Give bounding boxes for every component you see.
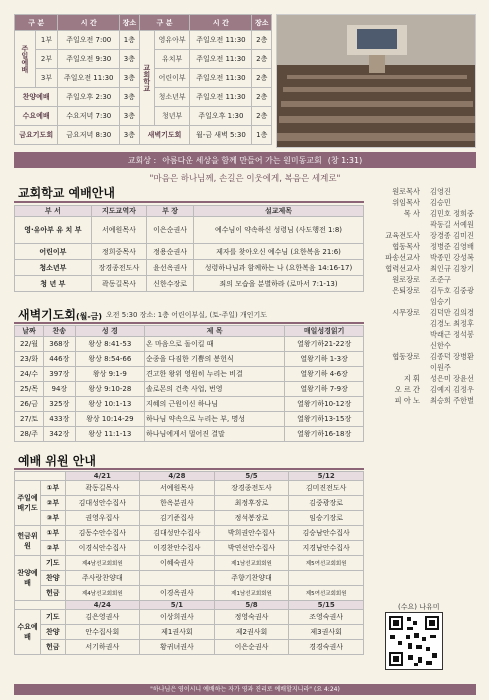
dawn-cell: 28/주 — [15, 427, 44, 442]
schedule-place: 2층 — [252, 50, 272, 69]
committee-cell: 김대성안수집사 — [140, 526, 215, 541]
staff-row — [370, 285, 480, 307]
schedule-sub: 2부 — [35, 50, 58, 69]
schedule-place: 2층 — [252, 31, 272, 50]
school-table — [14, 205, 364, 292]
dawn-cell: 368장 — [43, 337, 75, 352]
committee-cell: 이상희권사 — [140, 610, 215, 625]
committee-cell: 곽동길목사 — [65, 481, 140, 496]
staff-names: 김두호 김중광 임승기 — [430, 286, 474, 306]
schedule-sub: 3부 — [35, 69, 58, 88]
dawn-cell: 왕상 11:1-13 — [75, 427, 144, 442]
committee-row — [15, 526, 364, 541]
committee-cell: 지경남안수집사 — [289, 541, 364, 556]
dawn-cell: 25/목 — [15, 382, 44, 397]
dawn-header: 성 경 — [75, 326, 144, 337]
committee-corner — [15, 472, 66, 481]
committee-cell: ②부 — [41, 496, 66, 511]
dawn-header: 매일성경읽기 — [285, 326, 364, 337]
school-header: 지도교역자 — [91, 206, 146, 217]
committee-category: 헌금위원 — [15, 526, 41, 556]
staff-role: 파송선교사 — [385, 253, 420, 262]
dawn-cell: 열왕기하21-22장 — [285, 337, 364, 352]
dawn-cell: 23/화 — [15, 352, 44, 367]
dawn-cell: 왕상 10:14-29 — [75, 412, 144, 427]
staff-names: 최인규 김창기 — [430, 264, 474, 273]
dawn-cell: 열왕기하 1-3장 — [285, 352, 364, 367]
schedule-time: 주일오전 11:30 — [58, 69, 120, 88]
schedule-header: 장소 — [120, 15, 139, 31]
school-cell: 어린이부 — [15, 244, 92, 260]
church-motto-banner — [14, 152, 476, 168]
schedule-header: 구 분 — [139, 15, 190, 31]
schedule-sub: 영유아부 — [154, 31, 189, 50]
schedule-sub: 어린이부 — [154, 69, 189, 88]
staff-row — [370, 263, 480, 274]
committee-cell: 김기준집사 — [140, 511, 215, 526]
school-row — [15, 244, 364, 260]
committee-date: 4/24 — [65, 601, 140, 610]
committee-cell — [140, 571, 215, 586]
schedule-category: 금요기도회 — [15, 126, 58, 145]
committee-date: 5/8 — [214, 601, 289, 610]
school-header: 부 장 — [147, 206, 194, 217]
footer-verse: "하나님은 영이시니 예배하는 자가 영과 진리로 예배할지니라" (요 4:24) — [14, 684, 476, 695]
committee-cell — [289, 571, 364, 586]
committee-cell: 안수집사회 — [65, 625, 140, 640]
staff-names: 장경종 김미진 — [430, 231, 474, 240]
staff-names: 박종민 강성복 — [430, 253, 474, 262]
qr-code[interactable] — [385, 612, 443, 670]
staff-role: 협동장로 — [392, 352, 420, 361]
staff-names: 성은미 장윤선 — [430, 374, 474, 383]
schedule-category: 찬양예배 — [15, 88, 58, 107]
committee-cell: 주향기찬양대 — [214, 571, 289, 586]
dawn-cell: 24/수 — [15, 367, 44, 382]
committee-cell: 기도 — [41, 610, 66, 625]
committee-cell: 이경옥권사 — [140, 586, 215, 601]
schedule-row — [15, 31, 272, 50]
committee-date: 5/15 — [289, 601, 364, 610]
dawn-cell: 94장 — [43, 382, 75, 397]
schedule-time: 수요저녁 7:30 — [58, 107, 120, 126]
committee-cell: 권영우집사 — [65, 511, 140, 526]
dawn-table — [14, 325, 364, 442]
committee-cell: 김중광장로 — [289, 496, 364, 511]
dawn-cell: 순종을 다짐한 기쁨의 봉헌식 — [144, 352, 284, 367]
staff-names: 김예지 김정우 — [430, 385, 474, 394]
schedule-time: 주일오전 11:30 — [190, 69, 252, 88]
schedule-header-row — [15, 15, 272, 31]
dawn-cell: 하나님 약속으로 누리는 부, 명성 — [144, 412, 284, 427]
school-cell: 이은순권사 — [147, 217, 194, 244]
school-cell: 윤선옥권사 — [147, 260, 194, 276]
staff-names: 조준구 — [430, 275, 451, 284]
staff-names: 김민호 정희중 곽동길 서예원 — [430, 209, 474, 229]
dawn-header: 찬송 — [43, 326, 75, 337]
dawn-cell: 견고한 왕위 영원히 누리는 비결 — [144, 367, 284, 382]
school-cell: 정희중목사 — [91, 244, 146, 260]
school-cell: 정용순권사 — [147, 244, 194, 260]
schedule-time: 주일오전 11:30 — [190, 88, 252, 107]
dawn-section-title — [18, 306, 102, 323]
committee-cell: 이은순권사 — [214, 640, 289, 655]
staff-row — [370, 208, 480, 230]
schedule-header: 구 분 — [15, 15, 58, 31]
committee-cell: 경경숙권사 — [289, 640, 364, 655]
dawn-cell: 솔로몬의 건축 사업, 번영 — [144, 382, 284, 397]
committee-cell: 제1남선교회회원 — [214, 556, 289, 571]
motto-ref: (창 1:31) — [327, 155, 363, 165]
committee-date: 4/28 — [140, 472, 215, 481]
schedule-place: 3층 — [120, 69, 139, 88]
committee-cell: 기도 — [41, 556, 66, 571]
dawn-cell: 왕상 8:41-53 — [75, 337, 144, 352]
sanctuary-photo — [276, 14, 476, 148]
staff-row — [370, 197, 480, 208]
committee-cell: 이혜숙권사 — [140, 556, 215, 571]
staff-role: 위임목사 — [392, 198, 420, 207]
schedule-sub: 청년부 — [154, 107, 189, 126]
schedule-time: 주일오전 7:00 — [58, 31, 120, 50]
staff-row — [370, 186, 480, 197]
committee-row — [15, 625, 364, 640]
schedule-time: 주일오전 11:30 — [190, 31, 252, 50]
schedule-header: 시 간 — [190, 15, 252, 31]
committee-date-row — [15, 472, 364, 481]
dawn-cell: 22/월 — [15, 337, 44, 352]
dawn-cell: 325장 — [43, 397, 75, 412]
staff-names: 김덕만 김의경 김경노 최정후 박래근 정석봉 신한수 — [430, 308, 474, 350]
staff-list — [370, 186, 480, 406]
committee-corner — [15, 601, 66, 610]
schedule-place: 2층 — [252, 107, 272, 126]
committee-cell: ①부 — [41, 481, 66, 496]
committee-cell: 찬양 — [41, 625, 66, 640]
school-section-title: 교회학교 예배안내 — [18, 186, 115, 200]
schedule-place: 3층 — [120, 107, 139, 126]
dawn-cell: 왕상 9:10-28 — [75, 382, 144, 397]
committee-date: 5/1 — [140, 601, 215, 610]
committee-cell: ①부 — [41, 526, 66, 541]
staff-names: 최승희 주한별 — [430, 396, 474, 405]
committee-cell: 임승기장로 — [289, 511, 364, 526]
dawn-cell: 열왕기하10-12장 — [285, 397, 364, 412]
committee-divider — [14, 468, 364, 470]
committee-row — [15, 640, 364, 655]
schedule-category: 주일예배 — [15, 31, 36, 88]
staff-row — [370, 395, 480, 406]
worship-schedule-table — [14, 14, 272, 145]
school-row — [15, 276, 364, 292]
staff-role: 협력선교사 — [385, 264, 420, 273]
schedule-category: 수요예배 — [15, 107, 58, 126]
committee-cell: 제2권사회 — [214, 625, 289, 640]
dawn-row — [15, 427, 364, 442]
schedule-place: 3층 — [120, 88, 139, 107]
staff-role: 피 아 노 — [394, 396, 420, 405]
committee-date: 5/12 — [289, 472, 364, 481]
committee-row — [15, 586, 364, 601]
staff-role: 협동목사 — [392, 242, 420, 251]
staff-names: 김종덕 장병환 이원주 — [430, 352, 474, 372]
dawn-cell: 433장 — [43, 412, 75, 427]
schedule-place: 2층 — [252, 69, 272, 88]
staff-row — [370, 230, 480, 241]
dawn-header: 날짜 — [15, 326, 44, 337]
committee-cell: 헌금 — [41, 586, 66, 601]
dawn-row — [15, 367, 364, 382]
staff-role: 원로목사 — [392, 187, 420, 196]
committee-cell: ③부 — [41, 511, 66, 526]
motto-text: 아름다운 세상을 함께 만들어 가는 원미동교회 — [162, 155, 322, 165]
schedule-place: 1층 — [120, 31, 139, 50]
dawn-cell: 지혜의 근원이신 하나님 — [144, 397, 284, 412]
staff-row — [370, 307, 480, 351]
staff-names: 정병준 김영배 — [430, 242, 474, 251]
committee-cell: 한옥분권사 — [140, 496, 215, 511]
dawn-row — [15, 397, 364, 412]
committee-cell: 찬양 — [41, 571, 66, 586]
committee-cell: 김승남안수집사 — [289, 526, 364, 541]
committee-cell: 박연선안수집사 — [214, 541, 289, 556]
schedule-place: 2층 — [252, 88, 272, 107]
staff-names: 김승민 — [430, 198, 451, 207]
schedule-time: 주일오후 2:30 — [58, 88, 120, 107]
school-row — [15, 260, 364, 276]
dawn-cell: 397장 — [43, 367, 75, 382]
dawn-header: 제 목 — [144, 326, 284, 337]
dawn-cell: 342장 — [43, 427, 75, 442]
dawn-info: 오전 5:30 장소: 1층 어린이부실, (토-주일) 개인기도 — [106, 311, 268, 319]
staff-role: 오 르 간 — [394, 385, 420, 394]
committee-cell: 서예원목사 — [140, 481, 215, 496]
schedule-header: 장소 — [252, 15, 272, 31]
schedule-place: 1층 — [252, 126, 272, 145]
committee-cell: 제4남선교회회원 — [65, 556, 140, 571]
school-cell: 서예원목사 — [91, 217, 146, 244]
committee-row — [15, 610, 364, 625]
school-cell: 청소년부 — [15, 260, 92, 276]
dawn-header-row — [15, 326, 364, 337]
committee-cell: 정석봉장로 — [214, 511, 289, 526]
committee-cell: 장경종전도사 — [214, 481, 289, 496]
schedule-time: 월-금 새벽 5:30 — [190, 126, 252, 145]
staff-row — [370, 241, 480, 252]
committee-cell: 김미진전도사 — [289, 481, 364, 496]
committee-cell: 이경찬안수집사 — [140, 541, 215, 556]
staff-role: 교육전도사 — [385, 231, 420, 240]
schedule-category: 새벽기도회 — [139, 126, 190, 145]
committee-cell: 김대성안수집사 — [65, 496, 140, 511]
school-cell: 장경종전도사 — [91, 260, 146, 276]
staff-row — [370, 384, 480, 395]
committee-section-title: 예배 위원 안내 — [18, 454, 96, 468]
committee-row — [15, 511, 364, 526]
committee-cell: 박희권안수집사 — [214, 526, 289, 541]
dawn-cell: 왕상 9:1-9 — [75, 367, 144, 382]
dawn-cell: 26/금 — [15, 397, 44, 412]
committee-cell: 제4남선교회회원 — [65, 586, 140, 601]
committee-row — [15, 481, 364, 496]
school-row — [15, 217, 364, 244]
committee-date: 4/21 — [65, 472, 140, 481]
school-cell: 제자를 찾아오신 예수님 (요한복음 21:6) — [194, 244, 364, 260]
staff-extra: (수요) 나유미 — [398, 603, 440, 611]
dawn-row — [15, 352, 364, 367]
committee-row — [15, 496, 364, 511]
school-cell: 영·유아부 유 치 부 — [15, 217, 92, 244]
dawn-cell: 온 마음으로 돌이킬 때 — [144, 337, 284, 352]
staff-row — [370, 252, 480, 263]
school-header-row — [15, 206, 364, 217]
schedule-row — [15, 126, 272, 145]
staff-role: 목 사 — [403, 209, 420, 218]
dawn-cell: 27/토 — [15, 412, 44, 427]
dawn-cell: 왕상 10:1-13 — [75, 397, 144, 412]
dawn-cell: 열왕기하 4-6장 — [285, 367, 364, 382]
school-cell: 성령하나님과 함께하는 나 (요한복음 14:16-17) — [194, 260, 364, 276]
committee-cell: 제1남선교회회원 — [214, 586, 289, 601]
committee-table — [14, 471, 364, 655]
committee-cell: 주사랑찬양대 — [65, 571, 140, 586]
schedule-time: 금요저녁 8:30 — [58, 126, 120, 145]
staff-row — [370, 274, 480, 285]
school-cell: 곽동길목사 — [91, 276, 146, 292]
committee-cell: ②부 — [41, 541, 66, 556]
staff-names: 김영진 — [430, 187, 451, 196]
dawn-cell: 하나님에게서 멀어진 결말 — [144, 427, 284, 442]
schedule-category: 교회학교 — [139, 31, 154, 126]
committee-date-row — [15, 601, 364, 610]
dawn-row — [15, 412, 364, 427]
school-cell: 죄의 모습을 분별하라 (로마서 7:1-13) — [194, 276, 364, 292]
staff-role: 은퇴장로 — [392, 286, 420, 295]
dawn-row — [15, 337, 364, 352]
staff-role: 시무장로 — [392, 308, 420, 317]
dawn-title: 새벽기도회 — [18, 308, 76, 322]
schedule-header: 시 간 — [58, 15, 120, 31]
schedule-sub: 유치부 — [154, 50, 189, 69]
schedule-time: 주일오전 11:30 — [190, 50, 252, 69]
committee-cell: 제1권사회 — [140, 625, 215, 640]
committee-cell: 정영숙권사 — [214, 610, 289, 625]
schedule-place: 3층 — [120, 126, 139, 145]
committee-cell: 서기하권사 — [65, 640, 140, 655]
school-divider — [14, 201, 364, 203]
committee-cell: 헌금 — [41, 640, 66, 655]
staff-role: 원로장로 — [392, 275, 420, 284]
dawn-cell: 열왕기하13-15장 — [285, 412, 364, 427]
committee-cell: 김은영권사 — [65, 610, 140, 625]
dawn-row — [15, 382, 364, 397]
schedule-time: 주일오후 1:30 — [190, 107, 252, 126]
committee-cell: 이경식안수집사 — [65, 541, 140, 556]
school-cell: 신한수장로 — [147, 276, 194, 292]
committee-category: 찬양예배 — [15, 556, 41, 601]
committee-cell: 제3권사회 — [289, 625, 364, 640]
school-cell: 예수님이 약속하신 성령님 (사도행전 1:8) — [194, 217, 364, 244]
church-slogan: "마음은 하나님께, 손길은 이웃에게, 복음은 세계로" — [149, 174, 341, 184]
committee-row — [15, 571, 364, 586]
committee-category: 수요예배 — [15, 610, 41, 655]
dawn-cell: 열왕기하16-18장 — [285, 427, 364, 442]
dawn-title-sub: (월-금) — [75, 312, 103, 321]
school-cell: 청 년 부 — [15, 276, 92, 292]
committee-row — [15, 556, 364, 571]
schedule-place: 3층 — [120, 50, 139, 69]
schedule-sub: 1부 — [35, 31, 58, 50]
committee-date: 5/5 — [214, 472, 289, 481]
committee-cell: 황귀녀권사 — [140, 640, 215, 655]
committee-cell: 김동수안수집사 — [65, 526, 140, 541]
committee-cell: 제5여선교회회원 — [289, 556, 364, 571]
committee-cell: 조영숙권사 — [289, 610, 364, 625]
motto-label: 교회상 : — [127, 155, 157, 165]
committee-category: 주일예배기도 — [15, 481, 41, 526]
staff-role: 지 휘 — [403, 374, 420, 383]
staff-row — [370, 373, 480, 384]
school-header: 부 서 — [15, 206, 92, 217]
dawn-cell: 열왕기하 7-9장 — [285, 382, 364, 397]
schedule-sub: 청소년부 — [154, 88, 189, 107]
schedule-time: 주일오전 9:30 — [58, 50, 120, 69]
staff-row — [370, 351, 480, 373]
committee-cell: 최정후장로 — [214, 496, 289, 511]
dawn-divider — [14, 322, 364, 324]
committee-cell: 제5여선교회회원 — [289, 586, 364, 601]
school-header: 설교제목 — [194, 206, 364, 217]
dawn-cell: 446장 — [43, 352, 75, 367]
committee-row — [15, 541, 364, 556]
dawn-cell: 왕상 8:54-66 — [75, 352, 144, 367]
